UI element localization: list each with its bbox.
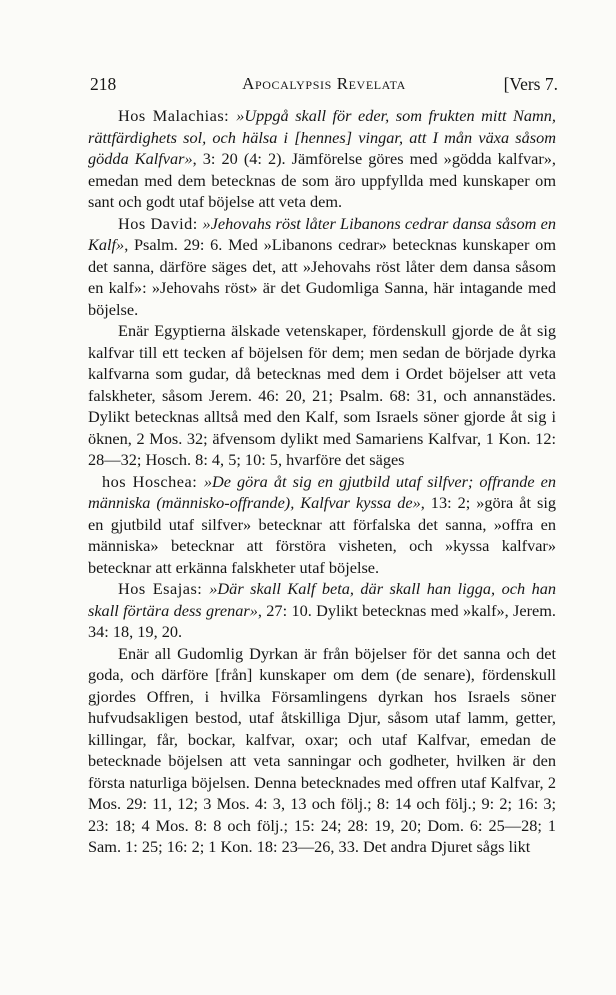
body-text <box>88 105 556 858</box>
paragraph-body: , 3: 20 (4: 2). Jämförelse göres med »gödda kalfvar», emedan med dem betecknas de som äro uppfyllda med kunskaper om sant och godt utaf böjelse att veta dem. <box>88 149 556 211</box>
paragraph-hoschea <box>88 471 556 579</box>
paragraph-body: , 13: 2; »göra åt sig en gjutbild utaf silfver» betecknar att förfalska det sanna, »offra en människa» betecknar att förstöra visheten, och »kyssa kalfvar» betecknar att erkänna falskheter utaf böjelse. <box>88 493 556 577</box>
paragraph-lead: hos Hoschea: <box>102 471 204 491</box>
section-marker: [Vers 7. <box>503 74 558 94</box>
paragraph-david <box>88 213 556 321</box>
paragraph-lead: Hos David: <box>118 213 203 233</box>
paragraph-body: , Psalm. 29: 6. Med »Libanons cedrar» betecknas kunskaper om det sanna, därföre säges det, att »Jehovahs röst låter dem dansa såsom en kalf»: »Jehovahs röst» är det Gudomliga Sanna, här intagande med böjelse. <box>88 235 556 319</box>
paragraph-esajas <box>88 578 556 643</box>
paragraph-lead: Enär all Gudomlig Dyrkan är från böjelser för det sanna och det goda, och därföre [från] kunskaper om dem (de senare), fördenskull gjordes Offren, i hvilka Församlingens dyrkan hos Israels söner hufvudsakligen bestod, utaf åtskilliga Djur, såsom utaf lamm, getter, killingar, får, bockar, kalfvar, oxar; och utaf Kalfvar, emedan de betecknade böjelsen att veta sanningar och godheter, hvilken är den första naturliga böjelsen. Denna betecknades med offren utaf Kalfvar, 2 Mos. 29: 11, 12; 3 Mos. 4: 3, 13 och följ.; 8: 14 och följ.; 9: 2; 16: 3; 23: 18; 4 Mos. 8: 8 och följ.; 15: 24; 28: 19, 20; Dom. 6: 25—28; 1 Sam. 1: 25; 16: 2; 1 Kon. 18: 23—26, 33. Det andra Djuret sågs likt <box>88 643 556 856</box>
running-title: Apocalypsis Revelata <box>242 74 406 93</box>
paragraph-offren <box>88 643 556 858</box>
paragraph-egyptierna <box>88 320 556 471</box>
paragraph-lead: Hos Esajas: <box>118 579 210 598</box>
scripture-quote: »Där skall Kalf beta, där skall han ligga, och han skall förtära dess grenar» <box>88 579 556 620</box>
scripture-quote: »Jehovahs röst låter Libanons cedrar dansa såsom en Kalf» <box>88 213 557 254</box>
paragraph-lead: Enär Egyptierna älskade vetenskaper, fördenskull gjorde de åt sig kalfvar till ett tecken af böjelsen för dem; men sedan de började dyrka kalfvarna som gudar, då betecknas med dem i Ordet böjelser att veta falskheter, såsom Jerem. 46: 20, 21; Psalm. 68: 31, och annanstädes. Dylikt betecknas alltså med den Kalf, som Israels söner gjorde åt sig i öknen, 2 Mos. 32; äfvensom dylikt med Samariens Kalfvar, 1 Kon. 12: 28—32; Hosch. 8: 4, 5; 10: 5, hvarföre det säges <box>88 321 556 469</box>
page-number: 218 <box>90 74 117 94</box>
scripture-quote: »De göra åt sig en gjutbild utaf silfver; offrande en människa (människo-offrande), Kalfvar kyssa de» <box>88 471 557 512</box>
running-header <box>90 74 558 102</box>
paragraph-malachias <box>88 105 556 213</box>
paragraph-body: , 27: 10. Dylikt betecknas med »kalf», Jerem. 34: 18, 19, 20. <box>88 600 557 641</box>
paragraph-lead: Hos Malachias: <box>118 106 237 125</box>
scripture-quote: »Uppgå skall för eder, som frukten mitt Namn, rättfärdighets sol, och hälsa i [hennes] vingar, att I mån växa såsom gödda Kalfvar» <box>88 106 557 168</box>
